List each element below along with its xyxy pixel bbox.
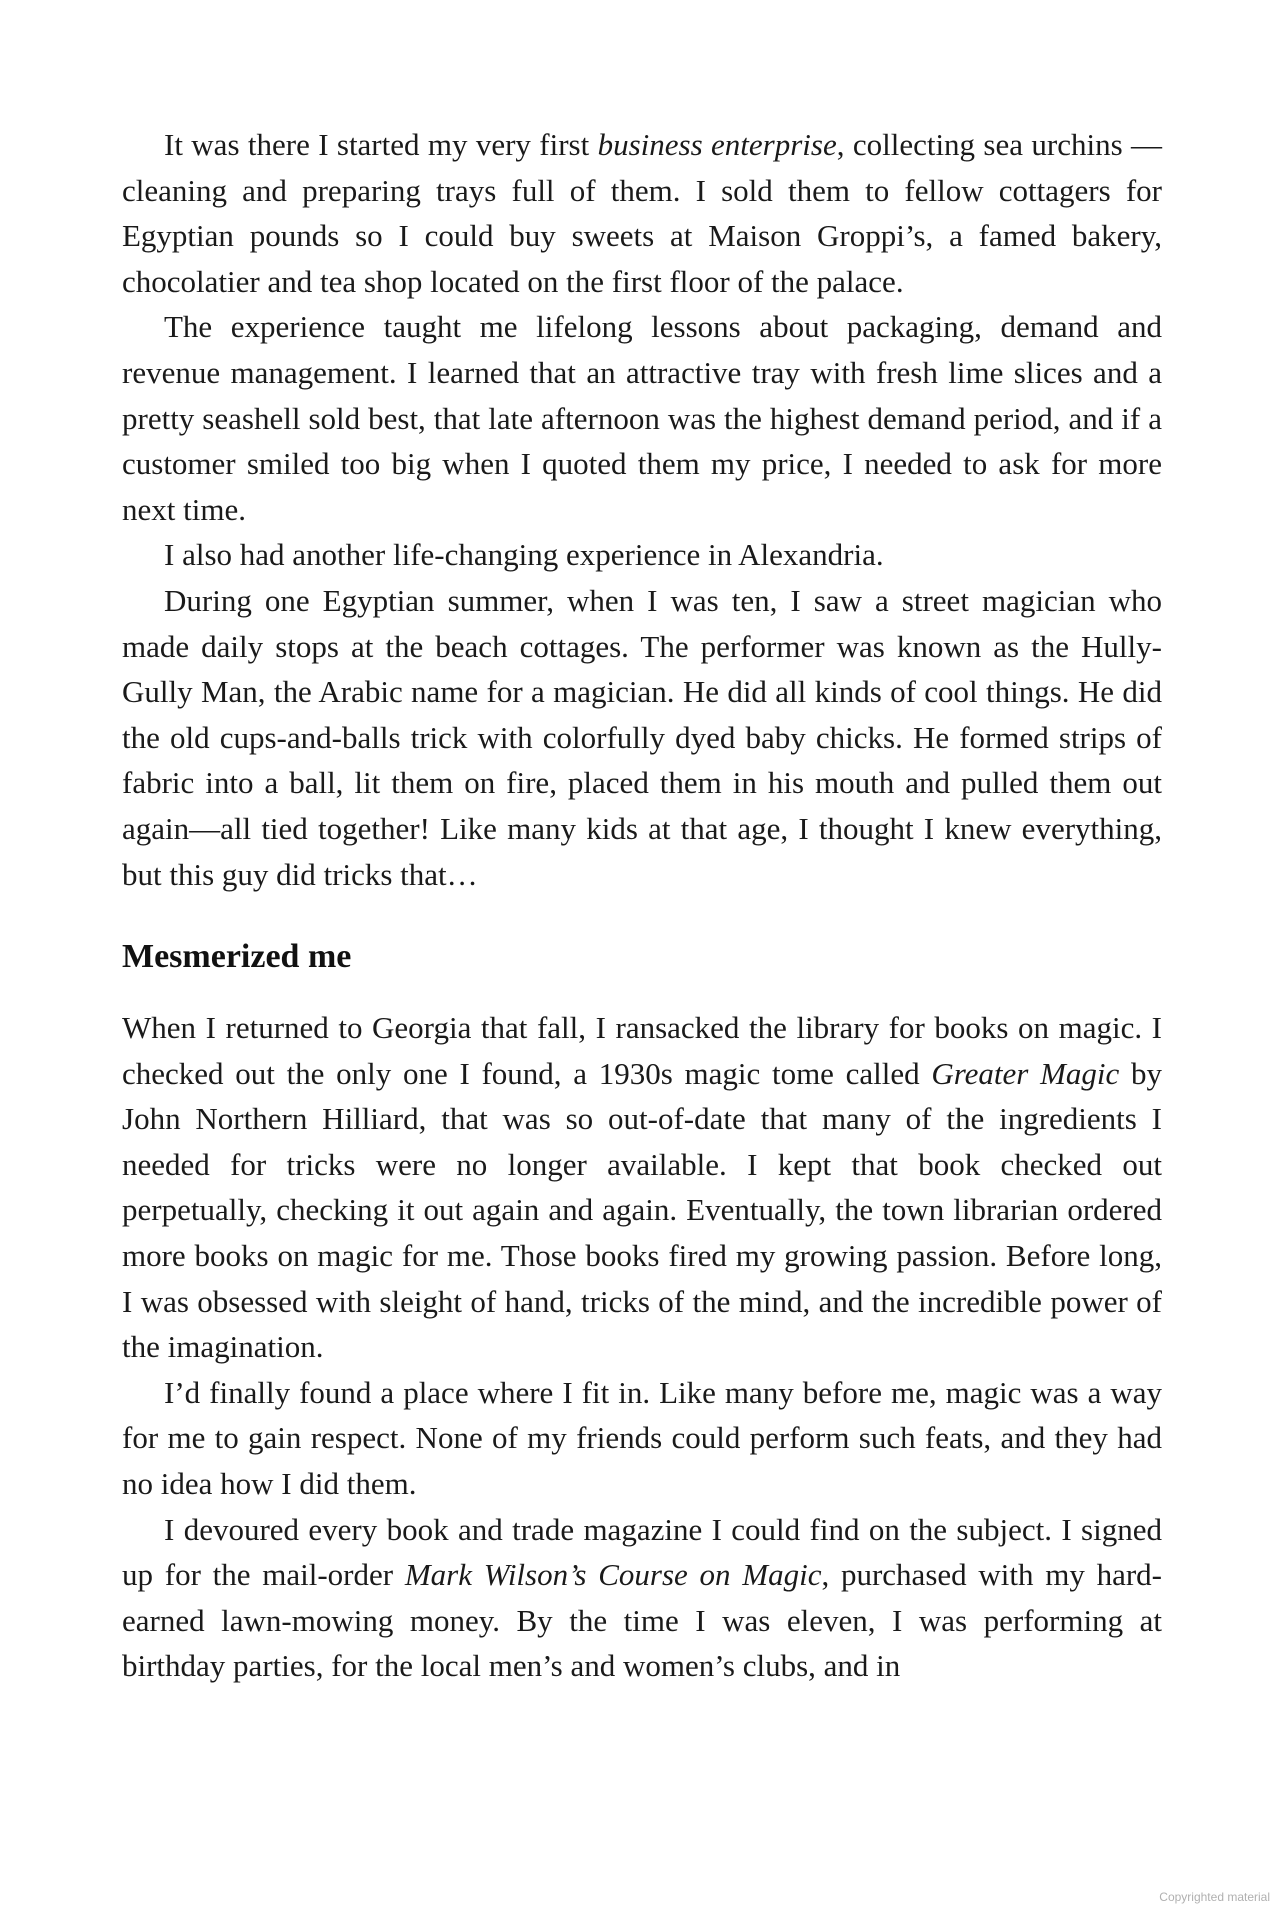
paragraph-lessons: The experience taught me lifelong lessons about packaging, demand and revenue management. I learned that an attractive tray with fresh lime slices and a pretty seashell sold best, that late afternoon was the highest demand period, and if a customer smiled too big when I quoted them my price, I needed to ask for more next time. xyxy=(122,309,1162,527)
paragraph-text: It was there I started my very first xyxy=(164,127,598,162)
paragraph-text: When I returned to Georgia that fall, I ransacked the library for books on magic. I checked out the only one I found, a 1930s magic tome called xyxy=(122,1010,1162,1091)
paragraph-text: I devoured every book and trade magazine I could find on the subject. I signed up for the mail-order xyxy=(122,1511,1162,1593)
paragraph-text: by John Northern Hilliard, that was so out-of-date that many of the ingredients I needed for tricks were no longer available. I kept that book checked out perpetually, checking it out again and again. Eventually, the town librarian ordered more books on magic for me. Those books fired my growing passion. Before long, I was obsessed with sleight of hand, tricks of the mind, and the incredible power of the imagination. xyxy=(122,1055,1162,1365)
italic-phrase: business enterprise xyxy=(597,127,837,162)
paragraph-fit-in: I’d finally found a place where I fit in. Like many before me, magic was a way for me to gain respect. None of my friends could perform such feats, and they had no idea how I did them. xyxy=(122,1374,1162,1502)
paragraph-magician: During one Egyptian summer, when I was ten, I saw a street magician who made daily stops at the beach cottages. The performer was known as the Hully-Gully Man, the Arabic name for a magician. He did all kinds of cool things. He did the old cups-and-balls trick with colorfully dyed baby chicks. He formed strips of fabric into a ball, lit them on fire, placed them in his mouth and pulled them out again—all tied together! Like many kids at that age, I thought I knew everything, but this guy did tricks that… xyxy=(122,582,1162,892)
paragraph-alexandria: I also had another life-changing experience in Alexandria. xyxy=(164,537,884,573)
section-heading: Mesmerized me xyxy=(122,938,352,976)
course-title: Mark Wilson’s Course on Magic xyxy=(404,1557,822,1593)
paragraph-devoured xyxy=(122,1507,1162,1689)
paragraph-text: , collecting sea urchins —cleaning and preparing trays full of them. I sold them to fellow cottagers for Egyptian pounds so I could buy sweets at Maison Groppi’s, a famed bakery, chocolatier and tea shop located on the first floor of the palace. xyxy=(122,127,1162,299)
book-title: Greater Magic xyxy=(931,1055,1120,1091)
book-page xyxy=(122,122,1162,1689)
paragraph-library xyxy=(122,1005,1162,1370)
copyright-watermark: Copyrighted material xyxy=(1159,1890,1270,1904)
paragraph-business-enterprise xyxy=(122,122,1162,304)
paragraph-text: , purchased with my hard-earned lawn-mowing money. By the time I was eleven, I was performing at birthday parties, for the local men’s and women’s clubs, and in xyxy=(122,1557,1162,1684)
